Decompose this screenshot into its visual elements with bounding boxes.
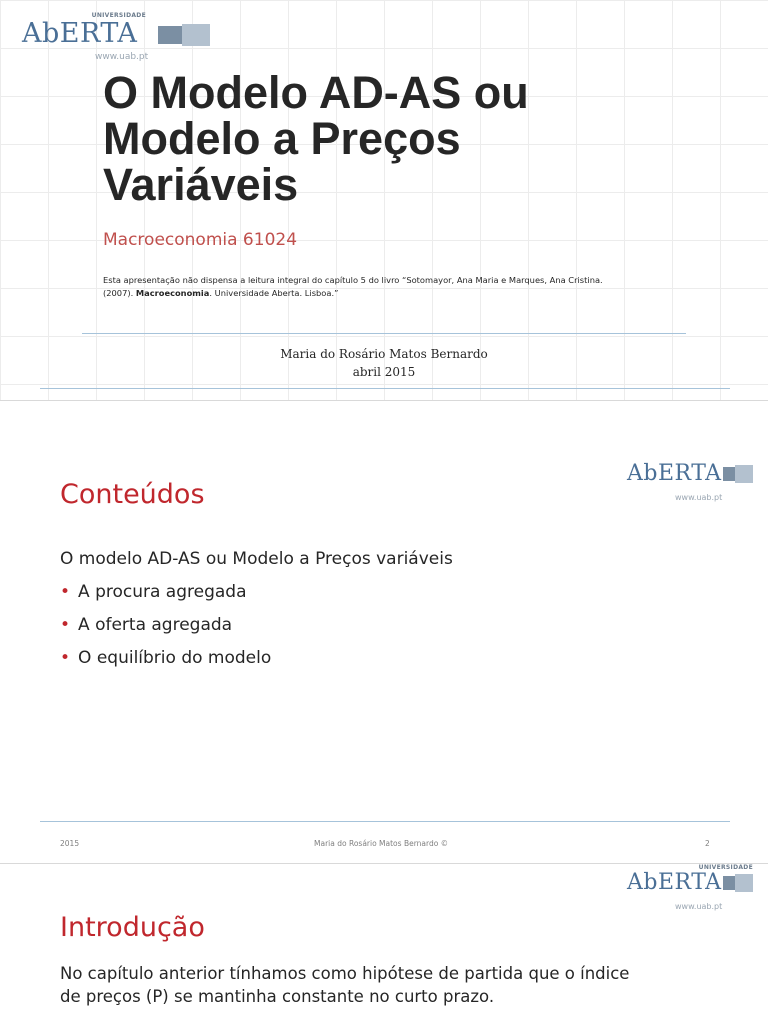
paragraph-line: de preços (P) se mantinha constante no curto prazo.: [60, 987, 495, 1006]
logo-url: www.uab.pt: [675, 902, 723, 911]
logo: [627, 864, 757, 914]
title-line: Modelo a Preços: [103, 113, 461, 164]
contents-lead: O modelo AD-AS ou Modelo a Preços variáveis: [60, 549, 453, 569]
logo-square-icon: [735, 874, 753, 892]
bullet-dot-icon: •: [60, 648, 71, 668]
author-name: Maria do Rosário Matos Bernardo: [280, 347, 488, 361]
bullet-dot-icon: •: [60, 615, 71, 635]
logo-url: www.uab.pt: [95, 52, 149, 62]
logo-wordmark: AbERTA: [627, 870, 722, 895]
title-line: Variáveis: [103, 159, 299, 210]
note-citation-year: (2007).: [103, 288, 136, 298]
bullet-text: A procura agregada: [78, 582, 247, 602]
slide-title: [103, 67, 743, 210]
bullet-text: O equilíbrio do modelo: [78, 648, 272, 668]
note-line: [103, 287, 663, 300]
logo-url: www.uab.pt: [675, 493, 723, 502]
title-slide: [0, 0, 768, 400]
logo-university-label: UNIVERSIDADE: [698, 864, 753, 871]
divider-line: [82, 333, 686, 334]
note-line: Esta apresentação não dispensa a leitura integral do capítulo 5 do livro “Sotomayor, Ana Maria e Marques, Ana Cristina.: [103, 275, 603, 285]
logo-square-icon: [735, 465, 753, 483]
author-block: [0, 345, 768, 381]
bullet-text: A oferta agregada: [78, 615, 233, 635]
footer-year: 2015: [60, 839, 80, 848]
bullet-item: [60, 582, 247, 602]
footer-page-number: 2: [705, 839, 710, 848]
bullet-dot-icon: •: [60, 582, 71, 602]
logo-square-icon: [158, 26, 182, 44]
footer-rule: [40, 821, 730, 822]
logo: [627, 457, 757, 507]
reading-note: [103, 274, 663, 300]
note-book-title: Macroeconomia: [135, 288, 210, 298]
slide-heading: Introdução: [60, 912, 205, 943]
slide-heading: Conteúdos: [60, 479, 205, 510]
bullet-item: [60, 648, 271, 668]
course-subtitle: Macroeconomia 61024: [103, 230, 298, 250]
intro-paragraph: [60, 962, 740, 1008]
bullet-item: [60, 615, 232, 635]
presentation-date: abril 2015: [352, 365, 416, 379]
logo-square-icon: [182, 24, 210, 46]
logo-wordmark: AbERTA: [22, 18, 138, 49]
introduction-slide: [0, 864, 768, 1024]
divider-line: [40, 388, 730, 389]
contents-slide: [0, 401, 768, 863]
note-publisher: . Universidade Aberta. Lisboa.”: [209, 288, 339, 298]
logo-wordmark: AbERTA: [627, 461, 722, 486]
logo-university-label: UNIVERSIDADE: [91, 12, 146, 19]
logo: [22, 12, 212, 72]
footer-author: Maria do Rosário Matos Bernardo ©: [314, 839, 449, 848]
title-line: O Modelo AD-AS ou: [103, 67, 529, 118]
paragraph-line: No capítulo anterior tínhamos como hipótese de partida que o índice: [60, 964, 630, 983]
